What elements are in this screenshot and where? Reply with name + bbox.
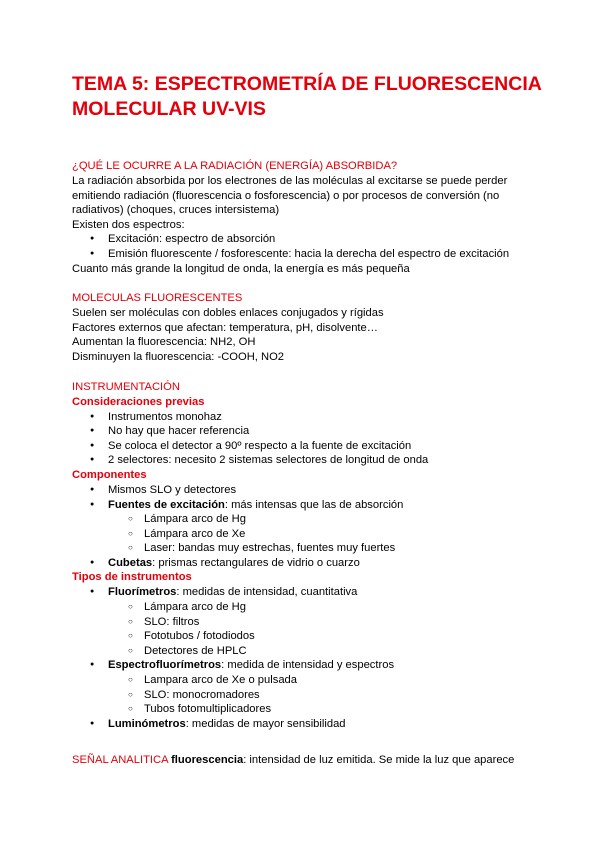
list-item: ● Luminómetros: medidas de mayor sensibilidad bbox=[72, 717, 552, 732]
list-item: ● Mismos SLO y detectores bbox=[72, 483, 552, 498]
list-item: ● Instrumentos monohaz bbox=[72, 410, 552, 425]
section-heading-instrumentation: INSTRUMENTACIÓN bbox=[72, 380, 180, 393]
bullet-list bbox=[72, 410, 552, 468]
section-heading-signal: SEÑAL ANALITICA bbox=[72, 754, 168, 767]
list-item: ● Espectrofluorímetros: medida de intensidad y espectros bbox=[72, 658, 552, 673]
sub-list-item: ○ Laser: bandas muy estrechas, fuentes muy fuertes bbox=[72, 541, 552, 556]
list-item: ● No hay que hacer referencia bbox=[72, 424, 552, 439]
list-item: ● Fuentes de excitación: más intensas que las de absorción bbox=[72, 498, 552, 513]
list-item: ● Emisión fluorescente / fosforescente: hacia la derecha del espectro de excitación bbox=[72, 247, 552, 262]
paragraph: Existen dos espectros: bbox=[72, 218, 185, 231]
sub-list-item: ○ Detectores de HPLC bbox=[72, 644, 552, 659]
page-title: TEMA 5: ESPECTROMETRÍA DE FLUORESCENCIA MOLECULAR UV-VIS bbox=[72, 73, 542, 120]
section-heading-radiation: ¿QUÉ LE OCURRE A LA RADIACIÓN (ENERGÍA) ABSORBIDA? bbox=[72, 160, 398, 172]
list-item: ● Se coloca el detector a 90º respecto a la fuente de excitación bbox=[72, 439, 552, 454]
document-page bbox=[72, 72, 552, 768]
sub-list-item: ○ Lampara arco de Xe o pulsada bbox=[72, 673, 552, 688]
subheading-instrument-types: Tipos de instrumentos bbox=[72, 571, 192, 584]
list-item: ● Cubetas: prismas rectangulares de vidrio o cuarzo bbox=[72, 556, 552, 571]
list-item: ● Fluorímetros: medidas de intensidad, cuantitativa bbox=[72, 585, 552, 600]
sub-list-item: ○ SLO: monocromadores bbox=[72, 688, 552, 703]
bullet-list bbox=[72, 585, 552, 731]
bullet-list bbox=[72, 483, 552, 571]
sub-list-item: ○ Tubos fotomultiplicadores bbox=[72, 702, 552, 717]
paragraph: Disminuyen la fluorescencia: -COOH, NO2 bbox=[72, 350, 285, 363]
paragraph: Cuanto más grande la longitud de onda, la energía es más pequeña bbox=[72, 262, 410, 275]
list-item: ● Excitación: espectro de absorción bbox=[72, 232, 552, 247]
bullet-list bbox=[72, 232, 552, 261]
subheading-considerations: Consideraciones previas bbox=[72, 395, 205, 408]
paragraph: La radiación absorbida por los electrones de las moléculas al excitarse se puede perder emitiendo radiación (fluorescencia o fosforescencia) o por procesos de conversión (no radiativos) (choques, cruces intersistema) bbox=[72, 175, 508, 217]
list-item: ● 2 selectores: necesito 2 sistemas selectores de longitud de onda bbox=[72, 453, 552, 468]
sub-list-item: ○ Lámpara arco de Hg bbox=[72, 512, 552, 527]
sub-list-item: ○ SLO: filtros bbox=[72, 615, 552, 630]
sub-list-item: ○ Lámpara arco de Hg bbox=[72, 600, 552, 615]
sub-list-item: ○ Lámpara arco de Xe bbox=[72, 527, 552, 542]
paragraph: Factores externos que afectan: temperatura, pH, disolvente… bbox=[72, 321, 378, 334]
paragraph-analytic-signal: SEÑAL ANALITICA fluorescencia: intensidad de luz emitida. Se mide la luz que aparece bbox=[72, 754, 515, 767]
paragraph: Suelen ser moléculas con dobles enlaces conjugados y rígidas bbox=[72, 307, 384, 320]
sub-list-item: ○ Fototubos / fotodiodos bbox=[72, 629, 552, 644]
paragraph: Aumentan la fluorescencia: NH2, OH bbox=[72, 336, 256, 349]
subheading-components: Componentes bbox=[72, 468, 147, 481]
section-heading-molecules: MOLECULAS FLUORESCENTES bbox=[72, 292, 243, 305]
